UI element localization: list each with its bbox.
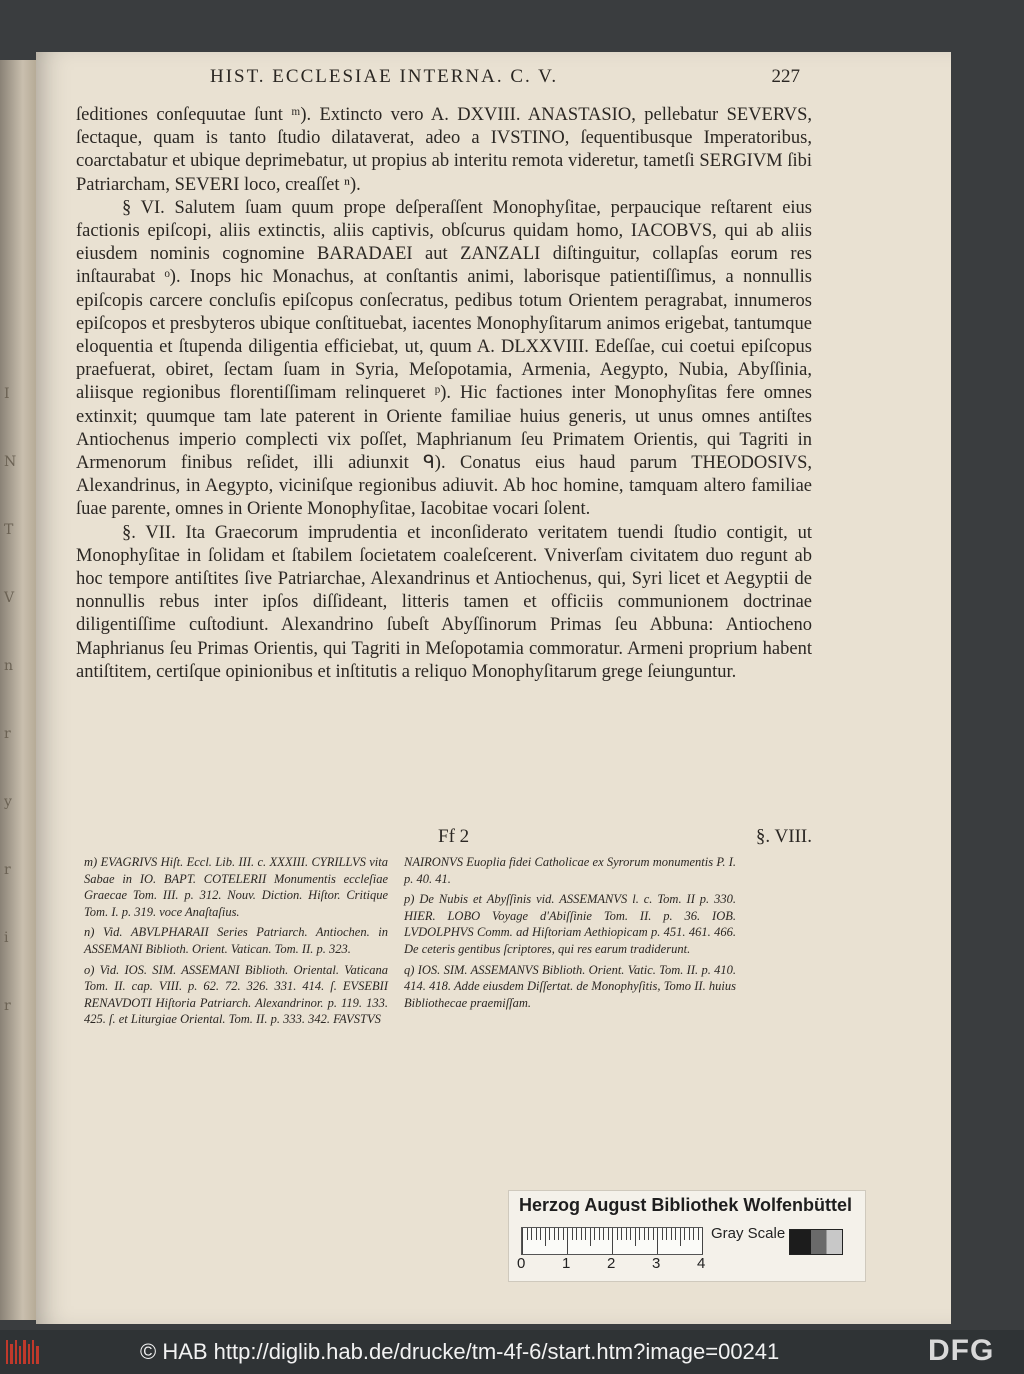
edge-mark: r [4,862,11,878]
ruler-tick [558,1228,559,1240]
ruler-tick [666,1228,667,1240]
paragraph: § VI. Salutem ſuam quum prope deſperaſſent Monophyſitae, perpaucique reſtarent eius factionis epiſcopi, aliis extinctis, aliis captivis, obſcurus quidam homo, IACOBVS, qui ab aliis eiusdem nominis cognomine BARADAEI aut ZANZALI diſtinguitur, collapſas eorum res inſtaurabat ᵒ). Inops hic Monachus, at conſtantis animi, laborisque patientiſſimus, a nonnullis epiſcopis carcere concluſis epiſcopus conſecratus, pedibus totum Orientem peragrabat, innumeros epiſcopos et presbyteros ubique conſtituebat, iacentes Monophyſitarum animos erigebat, tantumque eloquentia et ſtupenda diligentia efficiebat, ut, quum A. DLXXVIII. Edeſſae, cui coetui epiſcopus praefuerat, obiret, ſectam ſuam in Syria, Meſopotamia, Armenia, Aegypto, Nubia, Abyſſinia, aliisque regionibus florentiſſimam relinqueret ᵖ). Hic factiones inter Monophyſitas fere omnes extinxit; quumque tam late paterent in Oriente familiae huius generis, ut unus omnes antiſtes Antiochenus imperio complecti vix poſſet, Maphrianum ſeu Primatem Orientis, qui Tagriti in Armenorum finibus reſidet, illi adiunxit ᑫ). Conatus eius haud parum THEODOSIVS, Alexandrinus, in Aegypto, viciniſque regionibus adiuvit. Ab hoc homine, tamquam altero familiae ſuae parente, omnes in Oriente Monophyſitae, Iacobitae vocari ſolent. [76,197,812,520]
edge-mark: n [4,658,14,674]
ruler-tick [599,1228,600,1240]
ruler-tick [626,1228,627,1240]
edge-mark: i [4,930,9,946]
ruler-tick [585,1228,586,1240]
signature-mark: Ff 2 [438,826,470,847]
ruler-label: 2 [607,1255,616,1272]
color-scale-card [508,1190,866,1282]
ruler-tick [689,1228,690,1240]
paragraph: §. VII. Ita Graecorum imprudentia et inconſiderato veritatem tuendi ſtudio contigit, ut Monophyſitae in ſolidam et ſtabilem ſocietatem coaleſcerent. Vniverſam civitatem duo regunt ab hoc tempore antiſtites ſive Patriarchae, Alexandrinus et Antiochenus, qui, Syri licet et Aegyptii de nonnullis rebus inter ipſos diſſideant, litteris tamen et officiis communionem doctrinae diligentiſſime cuſtodiunt. Alexandrino ſubeſt Abyſſinorum Primas ſeu Abbuna: Antiocheno Maphrianus ſeu Primas Orientis, qui Tagriti in Meſopotamia commoratur. Armeni proprium habent antiſtitem, certiſque opinionibus et inſtitutis a reliquo Monophyſitarum grege ſeiunguntur. [76,522,812,682]
ruler-tick [545,1228,546,1246]
ruler-tick [657,1228,658,1254]
footnote: o) Vid. IOS. SIM. ASSEMANI Biblioth. Oriental. Vaticana Tom. II. cap. VIII. p. 62. 72. 326. 331. 414. ſ. EVSEBII RENAVDOTI Hiſtoria Patriarch. Alexandrinor. p. 119. 133. 425. ſ. et Liturgiae Oriental. Tom. II. p. 333. 342. FAVSTVS [84,962,388,1027]
ruler-label: 4 [697,1255,706,1272]
edge-mark: N [4,454,17,470]
edge-mark: r [4,726,11,742]
copyright-url[interactable]: © HAB http://diglib.hab.de/drucke/tm-4f-6/start.htm?image=00241 [140,1339,780,1364]
scale-card-title: Herzog August Bibliothek Wolfenbüttel [519,1195,852,1215]
ruler-tick [617,1228,618,1240]
ruler-tick [648,1228,649,1240]
main-text [76,104,812,684]
edge-marks [4,360,34,1040]
ruler-tick [572,1228,573,1240]
edge-mark: y [4,794,12,810]
ruler-tick [576,1228,577,1240]
ruler-tick [590,1228,591,1246]
ruler-tick [536,1228,537,1240]
gray-scale-label: Gray Scale [711,1225,786,1242]
running-header [80,66,800,98]
catchword: §. VIII. [755,826,812,847]
footnote: NAIRONVS Euoplia fidei Catholicae ex Syrorum monumentis P. I. p. 40. 41. [404,855,736,886]
ruler-tick [680,1228,681,1246]
status-bar [0,1330,1024,1374]
ruler-tick [621,1228,622,1240]
ruler-tick [662,1228,663,1240]
ruler-tick [608,1228,609,1240]
ruler-tick [531,1228,532,1240]
ruler [521,1227,703,1255]
edge-mark: T [4,522,14,538]
ruler-tick [644,1228,645,1240]
ruler-tick [639,1228,640,1240]
gray-scale-swatch [789,1229,843,1255]
edge-mark: I [4,386,10,402]
ruler-tick [698,1228,699,1240]
ruler-tick [527,1228,528,1240]
ruler-tick [567,1228,568,1254]
ruler-tick [581,1228,582,1240]
ruler-tick [684,1228,685,1240]
ruler-tick [702,1228,703,1254]
ruler-tick [671,1228,672,1240]
footnote: m) EVAGRIVS Hiſt. Eccl. Lib. III. c. XXXIII. CYRILLVS vita Sabae in IO. BAPT. COTELERII Monumentis eccleſiae Graecae Tom. III. p. 312. Nouv. Diction. Hiſtor. Critique Tom. I. p. 319. voce Anaſtaſius. [84,855,388,919]
ruler-tick [563,1228,564,1240]
footnote: n) Vid. ABVLPHARAII Series Patriarch. Antiochen. in ASSEMANI Biblioth. Orient. Vatican. Tom. II. p. 323. [84,925,388,956]
ruler-tick [675,1228,676,1240]
ruler-tick [653,1228,654,1240]
ruler-tick [522,1228,523,1254]
previous-page-edge [0,60,38,1320]
ruler-tick [540,1228,541,1240]
ruler-tick [603,1228,604,1240]
ruler-tick [630,1228,631,1240]
ruler-tick [549,1228,550,1240]
edge-mark: r [4,998,11,1014]
ruler-tick [693,1228,694,1240]
footnote: p) De Nubis et Abyſſinis vid. ASSEMANVS l. c. Tom. II p. 330. HIER. LOBO Voyage d'Abiſſinie Tom. II. p. 36. IOB. LVDOLPHVS Comm. ad Hiſtoriam Aethiopicam p. 451. 461. 466. De ceteris gentibus ſcriptores, qui res earum tradiderunt. [404,892,736,956]
header-title: HIST. ECCLESIAE INTERNA. C. V. [210,66,559,87]
signature-row [76,826,812,852]
footnotes-right [404,854,736,1015]
ruler-tick [554,1228,555,1240]
ruler-tick [594,1228,595,1240]
paragraph: ſeditiones conſequutae ſunt ᵐ). Extincto vero A. DXVIII. ANASTASIO, pellebatur SEVERVS, ſectaque, quam is tanto ſtudio dilataverat, adeo a IVSTINO, ſequentibusque Imperatoribus, coarctabatur et ubique deprimebatur, ut propius ab interitu remota videretur, tametſi SERGIVM ſibi Patriarcham, SEVERI loco, creaſſet ⁿ). [76,105,812,195]
ruler-label: 0 [517,1255,526,1272]
dfg-logo[interactable]: DFG [928,1334,995,1367]
ruler-label: 3 [652,1255,661,1272]
page-number: 227 [771,66,800,87]
footnote: q) IOS. SIM. ASSEMANVS Biblioth. Orient. Vatic. Tom. II. p. 410. 414. 418. Adde eiusdem Diſſertat. de Monophyſitis, Tomo II. huius Bibliothecae praemiſſam. [404,962,736,1010]
hab-barcode-icon[interactable] [4,1336,44,1368]
ruler-tick [635,1228,636,1246]
ruler-labels [517,1255,717,1275]
footnotes-left [84,854,388,1032]
ruler-tick [612,1228,613,1254]
ruler-label: 1 [562,1255,571,1272]
edge-mark: V [4,590,15,606]
